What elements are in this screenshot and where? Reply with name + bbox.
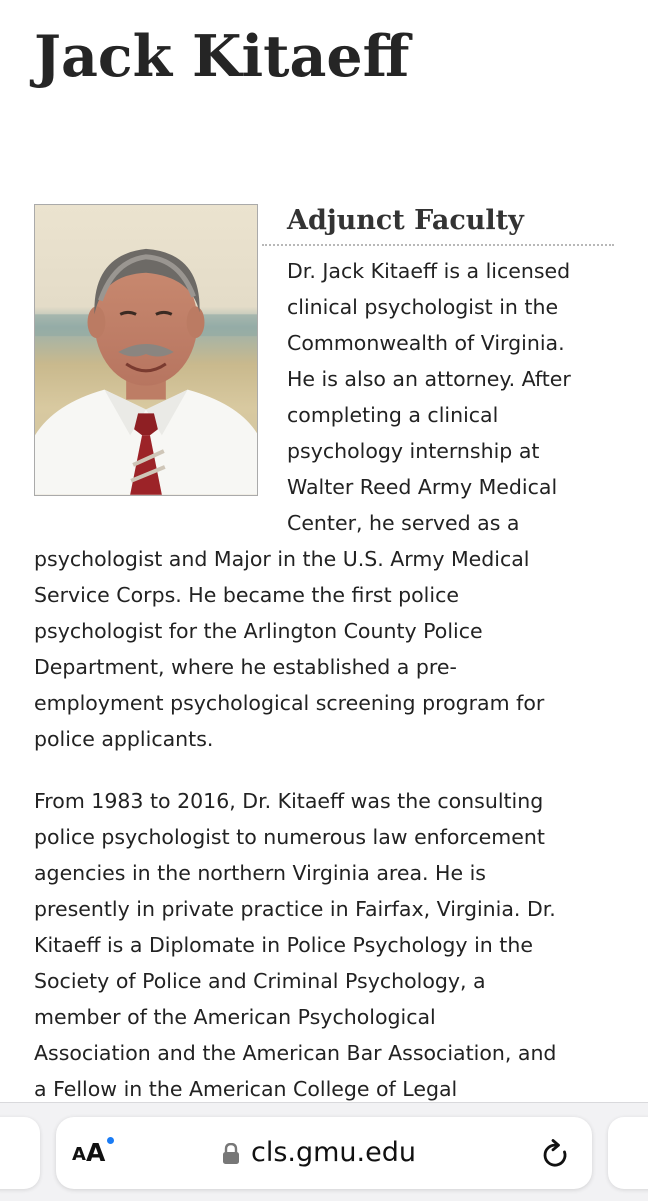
faculty-portrait	[34, 204, 258, 496]
browser-toolbar	[0, 1102, 648, 1201]
address-bar[interactable]	[56, 1117, 592, 1189]
bio-line: psychologist for the Arlington County Police	[34, 619, 483, 643]
bio-line: psychologist and Major in the U.S. Army Medical	[34, 547, 530, 571]
portrait-image	[35, 205, 257, 495]
bio-line: psychology internship at	[287, 439, 540, 463]
bio-line: police psychologist to numerous law enforcement	[34, 825, 545, 849]
aa-large-glyph: A	[86, 1138, 106, 1167]
bio-line: Department, where he established a pre-	[34, 655, 457, 679]
url-text[interactable]: cls.gmu.edu	[251, 1137, 416, 1168]
bio-line: He is also an attorney. After	[287, 367, 571, 391]
bio-line: clinical psychologist in the	[287, 295, 559, 319]
bio-line: Dr. Jack Kitaeff is a licensed	[287, 259, 571, 283]
bio-line: police applicants.	[34, 727, 214, 751]
bio-line: Association and the American Bar Association, and	[34, 1041, 557, 1065]
bio-line: member of the American Psychological	[34, 1005, 436, 1029]
bio-line: a Fellow in the American College of Legal	[34, 1077, 458, 1101]
bio-line: Kitaeff is a Diplomate in Police Psychology in the	[34, 933, 533, 957]
reload-icon[interactable]	[540, 1139, 572, 1171]
bio-line: completing a clinical	[287, 403, 499, 427]
text-size-icon[interactable]	[72, 1135, 120, 1171]
bio-line: From 1983 to 2016, Dr. Kitaeff was the consulting	[34, 789, 544, 813]
bio-line: presently in private practice in Fairfax, Virginia. Dr.	[34, 897, 556, 921]
role-heading: Adjunct Faculty	[287, 205, 524, 236]
bio-line: Service Corps. He became the first police	[34, 583, 459, 607]
aa-small-glyph: A	[72, 1144, 86, 1165]
previous-tab-peek[interactable]	[0, 1117, 40, 1189]
page-title: Jack Kitaeff	[34, 23, 410, 90]
next-tab-peek[interactable]	[608, 1117, 648, 1189]
bio-line: Society of Police and Criminal Psychology, a	[34, 969, 486, 993]
bio-line: employment psychological screening program for	[34, 691, 545, 715]
bio-line: agencies in the northern Virginia area. He is	[34, 861, 486, 885]
bio-line: Walter Reed Army Medical	[287, 475, 558, 499]
bio-line: Center, he served as a	[287, 511, 520, 535]
heading-divider	[262, 244, 614, 246]
notification-dot	[107, 1137, 114, 1144]
bio-line: Commonwealth of Virginia.	[287, 331, 565, 355]
lock-icon	[222, 1143, 240, 1165]
